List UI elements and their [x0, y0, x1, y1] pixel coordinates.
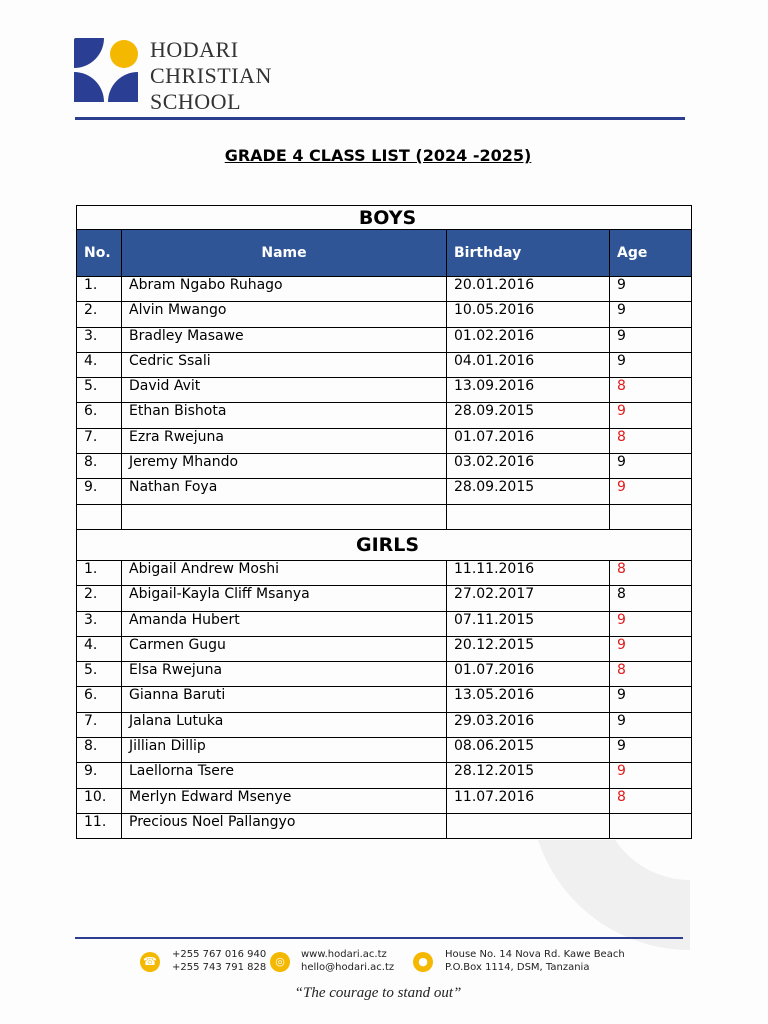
cell-name: David Avit [122, 378, 447, 403]
cell-birthday: 28.09.2015 [447, 403, 610, 428]
cell-no: 9. [77, 479, 122, 504]
cell-age: 8 [610, 662, 692, 687]
cell-no: 4. [77, 352, 122, 377]
cell-age [610, 813, 692, 838]
school-name [150, 37, 272, 115]
cell-no: 5. [77, 662, 122, 687]
cell-name: Abigail-Kayla Cliff Msanya [122, 586, 447, 611]
cell-birthday [447, 504, 610, 529]
cell-birthday: 13.09.2016 [447, 378, 610, 403]
school-name-line3: SCHOOL [150, 89, 242, 114]
cell-age: 8 [610, 428, 692, 453]
table-header-row [77, 230, 692, 277]
header-no: No. [77, 230, 122, 277]
cell-age: 9 [610, 611, 692, 636]
cell-no: 9. [77, 763, 122, 788]
cell-birthday: 29.03.2016 [447, 712, 610, 737]
cell-age: 9 [610, 636, 692, 661]
header-name: Name [122, 230, 447, 277]
cell-birthday: 20.01.2016 [447, 277, 610, 302]
boys-heading: BOYS [77, 206, 692, 230]
header-age: Age [610, 230, 692, 277]
cell-no: 1. [77, 277, 122, 302]
cell-name: Carmen Gugu [122, 636, 447, 661]
cell-age: 9 [610, 687, 692, 712]
cell-name [122, 504, 447, 529]
table-row [77, 586, 692, 611]
cell-no: 7. [77, 428, 122, 453]
table-row [77, 352, 692, 377]
cell-birthday: 27.02.2017 [447, 586, 610, 611]
girls-heading: GIRLS [77, 529, 692, 560]
cell-birthday: 04.01.2016 [447, 352, 610, 377]
cell-name: Cedric Ssali [122, 352, 447, 377]
cell-age [610, 504, 692, 529]
cell-no: 6. [77, 687, 122, 712]
school-name-line2: CHRISTIAN [150, 63, 272, 88]
table-row [77, 302, 692, 327]
cell-birthday: 07.11.2015 [447, 611, 610, 636]
school-name-line1: HODARI [150, 37, 239, 62]
cell-no: 1. [77, 560, 122, 585]
school-logo [74, 38, 146, 102]
cell-age: 9 [610, 763, 692, 788]
cell-no: 6. [77, 403, 122, 428]
table-row [77, 611, 692, 636]
cell-no: 8. [77, 454, 122, 479]
cell-name: Precious Noel Pallangyo [122, 813, 447, 838]
girls-section-row [77, 529, 692, 560]
table-row [77, 738, 692, 763]
cell-no: 5. [77, 378, 122, 403]
cell-age: 9 [610, 302, 692, 327]
footer-address-2: P.O.Box 1114, DSM, Tanzania [445, 962, 590, 973]
cell-birthday: 08.06.2015 [447, 738, 610, 763]
footer-address-1: House No. 14 Nova Rd. Kawe Beach [445, 949, 625, 960]
cell-name: Alvin Mwango [122, 302, 447, 327]
table-row [77, 687, 692, 712]
cell-birthday: 10.05.2016 [447, 302, 610, 327]
cell-birthday: 28.12.2015 [447, 763, 610, 788]
cell-name: Gianna Baruti [122, 687, 447, 712]
footer-phone-2: +255 743 791 828 [172, 962, 267, 973]
cell-birthday: 20.12.2015 [447, 636, 610, 661]
school-slogan: “The courage to stand out” [294, 985, 462, 1001]
cell-age: 8 [610, 378, 692, 403]
cell-age: 8 [610, 788, 692, 813]
cell-name: Abigail Andrew Moshi [122, 560, 447, 585]
header-divider [75, 117, 685, 120]
class-list-table [76, 205, 692, 839]
table-row [77, 403, 692, 428]
table-row [77, 788, 692, 813]
cell-age: 9 [610, 352, 692, 377]
cell-birthday: 01.07.2016 [447, 428, 610, 453]
footer-web [301, 948, 394, 974]
phone-icon: ☎ [140, 952, 160, 972]
cell-age: 8 [610, 560, 692, 585]
cell-name: Amanda Hubert [122, 611, 447, 636]
cell-age: 9 [610, 738, 692, 763]
footer-divider [75, 937, 683, 939]
table-row [77, 479, 692, 504]
cell-no: 2. [77, 586, 122, 611]
table-row [77, 763, 692, 788]
table-row [77, 712, 692, 737]
document-title: GRADE 4 CLASS LIST (2024 -2025) [224, 146, 532, 165]
cell-no [77, 504, 122, 529]
table-row [77, 454, 692, 479]
cell-birthday: 11.07.2016 [447, 788, 610, 813]
globe-icon: ◎ [270, 952, 290, 972]
cell-birthday: 01.07.2016 [447, 662, 610, 687]
cell-no: 4. [77, 636, 122, 661]
cell-age: 9 [610, 403, 692, 428]
cell-name: Merlyn Edward Msenye [122, 788, 447, 813]
cell-birthday: 03.02.2016 [447, 454, 610, 479]
footer-phone-1: +255 767 016 940 [172, 949, 267, 960]
cell-name: Jalana Lutuka [122, 712, 447, 737]
footer-phones [172, 948, 266, 974]
cell-birthday: 28.09.2015 [447, 479, 610, 504]
cell-age: 9 [610, 327, 692, 352]
cell-birthday: 13.05.2016 [447, 687, 610, 712]
cell-no: 7. [77, 712, 122, 737]
table-row [77, 504, 692, 529]
cell-name: Ethan Bishota [122, 403, 447, 428]
cell-name: Jeremy Mhando [122, 454, 447, 479]
table-row [77, 378, 692, 403]
cell-age: 9 [610, 712, 692, 737]
table-row [77, 636, 692, 661]
table-row [77, 662, 692, 687]
header-birthday: Birthday [447, 230, 610, 277]
cell-age: 9 [610, 479, 692, 504]
footer-address [445, 948, 625, 974]
table-row [77, 813, 692, 838]
cell-name: Laellorna Tsere [122, 763, 447, 788]
cell-no: 10. [77, 788, 122, 813]
table-row [77, 327, 692, 352]
cell-birthday: 11.11.2016 [447, 560, 610, 585]
cell-no: 3. [77, 327, 122, 352]
table-row [77, 560, 692, 585]
cell-no: 3. [77, 611, 122, 636]
footer-website[interactable]: www.hodari.ac.tz [301, 949, 387, 960]
cell-no: 8. [77, 738, 122, 763]
boys-section-row [77, 206, 692, 230]
cell-name: Elsa Rwejuna [122, 662, 447, 687]
cell-age: 8 [610, 586, 692, 611]
table-row [77, 428, 692, 453]
cell-name: Bradley Masawe [122, 327, 447, 352]
footer-email[interactable]: hello@hodari.ac.tz [301, 962, 395, 973]
cell-birthday: 01.02.2016 [447, 327, 610, 352]
cell-name: Abram Ngabo Ruhago [122, 277, 447, 302]
cell-no: 11. [77, 813, 122, 838]
cell-age: 9 [610, 277, 692, 302]
cell-age: 9 [610, 454, 692, 479]
cell-birthday [447, 813, 610, 838]
cell-name: Ezra Rwejuna [122, 428, 447, 453]
cell-name: Jillian Dillip [122, 738, 447, 763]
cell-name: Nathan Foya [122, 479, 447, 504]
cell-no: 2. [77, 302, 122, 327]
location-pin-icon: ● [413, 952, 433, 972]
table-row [77, 277, 692, 302]
